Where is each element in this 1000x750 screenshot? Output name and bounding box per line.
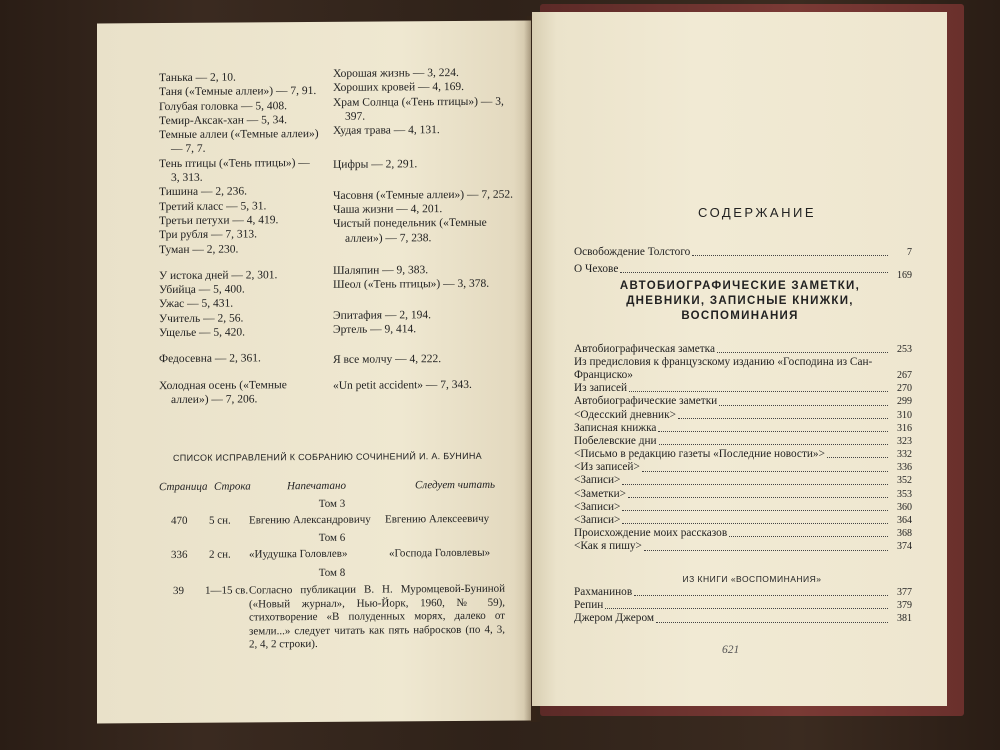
right-page [532,12,947,706]
toc-entry-title: <Записи> [574,474,621,487]
toc-entry-title: О Чехове [574,262,619,275]
toc-entry-title: <Из записей> [574,461,640,474]
toc-dot-leader [642,471,888,472]
toc-entry-page: 360 [897,501,912,513]
toc-entry-page: 310 [897,409,912,421]
index-entry: Хорошая жизнь — 3, 224. [333,66,459,80]
index-entry: Чистый понедельник («Темные аллеи») — 7, 238. [333,217,487,245]
toc-entry [574,599,912,612]
correction-line: 1—15 св. [205,584,249,597]
toc-dot-leader [629,391,888,392]
toc-entry-page: 377 [897,586,912,598]
index-entry: Танька — 2, 10. [159,71,236,85]
volume-label: Том 6 [318,531,346,544]
toc-entry [574,527,912,540]
toc-entry-title: Репин [574,599,604,612]
contents-top-list [574,245,912,281]
corrections-header-line: Строка [214,480,251,493]
toc-entry-page: 336 [897,462,912,474]
toc-entry [574,612,912,625]
section-title: АВТОБИОГРАФИЧЕСКИЕ ЗАМЕТКИ, ДНЕВНИКИ, ЗАПИСНЫЕ КНИЖКИ, ВОСПОМИНАНИЯ [619,280,861,322]
toc-entry [574,586,912,599]
toc-entry-title: Джером Джером [574,612,655,625]
toc-entry [574,514,912,527]
index-entry: Эпитафия — 2, 194. [333,308,431,322]
toc-entry-page: 332 [897,449,912,461]
index-entry: Цифры — 2, 291. [333,158,418,172]
index-entry: Храм Солнца («Тень птицы») — 3, 397. [333,95,504,123]
toc-entry-title: Происхождение моих рассказов [574,527,728,540]
toc-dot-leader [622,523,888,524]
toc-entry-page: 267 [897,369,912,381]
toc-entry [574,475,912,488]
toc-entry-title: Автобиографические заметки [574,395,718,408]
toc-entry-page: 169 [897,269,912,281]
correction-printed: Евгению Александровичу [249,513,371,527]
index-entry: Шеол («Тень птицы») — 3, 378. [333,278,490,292]
index-entry: Худая трава — 4, 131. [333,124,440,138]
toc-entry-page: 368 [897,528,912,540]
index-entry: Ужас — 5, 431. [159,298,234,311]
toc-entry [574,343,912,356]
toc-entry [574,246,912,259]
toc-dot-leader [827,457,888,458]
index-entry: Федосевна — 2, 361. [159,352,261,366]
toc-entry [574,422,912,435]
toc-entry-page: 323 [897,435,912,447]
index-entry: Эртель — 9, 414. [333,323,417,336]
index-entry: Чаша жизни — 4, 201. [333,203,443,216]
correction-page: 39 [173,584,184,597]
toc-entry-title: Рахманинов [574,585,633,598]
volume-label: Том 8 [318,566,346,579]
toc-entry-title: <Заметки> [574,487,627,500]
toc-entry [574,435,912,448]
index-entry: Убийца — 5, 400. [159,283,245,297]
index-entry: Шаляпин — 9, 383. [333,264,429,277]
index-entry: Третьи петухи — 4, 419. [159,214,279,228]
toc-dot-leader [658,431,888,432]
corrections-header-should-read: Следует читать [415,478,496,492]
toc-dot-leader [678,418,888,419]
correction-printed: «Иудушка Головлев» [249,547,348,561]
index-entry: Таня («Темные аллеи») — 7, 91. [159,85,317,99]
index-entry: Холодная осень («Темные аллеи») — 7, 206. [159,378,287,406]
index-entry: Ущелье — 5, 420. [159,326,246,340]
toc-entry-title: <Как я пишу> [574,540,642,553]
index-entry: Часовня («Темные аллеи») — 7, 252. [333,188,513,202]
page-number: 621 [722,644,740,656]
toc-entry [574,448,912,461]
toc-dot-leader [659,444,888,445]
toc-entry [574,488,912,501]
index-entry: Три рубля — 7, 313. [159,228,258,242]
toc-entry-page: 353 [897,488,912,500]
correction-text: Согласно публикации В. Н. Муромцевой-Буниной («Новый журнал», Нью-Йорк, 1960, № 59), стихотворение «В полуденных морях, далеко от земли...» следует читать как пять набросков (по 4, 3, 2, 4, 2 строки). [249,582,505,651]
correction-line: 2 сн. [209,548,231,561]
index-entry: Учитель — 2, 56. [159,312,244,325]
toc-entry-title: <Письмо в редакцию газеты «Последние новости»> [574,448,825,461]
toc-entry-title: <Записи> [574,514,621,527]
toc-entry [574,461,912,474]
index-entry: Третий класс — 5, 31. [159,200,267,213]
correction-should-read: Евгению Алексеевичу [385,512,490,526]
index-entry: Тишина — 2, 236. [159,185,248,199]
correction-should-read: «Господа Головлевы» [389,546,491,560]
index-entry: Темир-Аксак-хан — 5, 34. [159,114,288,127]
toc-dot-leader [628,497,888,498]
contents-title: СОДЕРЖАНИЕ [697,205,816,220]
corrections-header-printed: Напечатано [287,479,346,493]
toc-entry-title: Из записей [574,382,628,395]
toc-entry-title: <Одесский дневник> [574,408,676,421]
subsection-title: ИЗ КНИГИ «ВОСПОМИНАНИЯ» [682,574,822,584]
index-column-1 [159,70,319,407]
toc-dot-leader [644,550,888,551]
corrections-title: СПИСОК ИСПРАВЛЕНИЙ К СОБРАНИЮ СОЧИНЕНИЙ И. А. БУНИНА [173,450,482,463]
toc-dot-leader [605,608,888,609]
index-column-2 [333,66,513,394]
index-entry: Я все молчу — 4, 222. [333,353,442,367]
index-entry: Тень птицы («Тень птицы») — 3, 313. [159,156,310,185]
contents-memoir-list [574,586,912,626]
index-entry: Туман — 2, 230. [159,243,239,256]
toc-dot-leader [729,536,888,537]
volume-label: Том 3 [318,497,346,510]
toc-dot-leader [656,622,888,623]
toc-entry [574,259,912,281]
left-page [97,20,531,723]
toc-entry-title: <Записи> [574,500,621,513]
toc-entry-page: 381 [897,613,912,625]
toc-entry-page: 364 [897,515,912,527]
index-entry: У истока дней — 2, 301. [159,269,278,282]
toc-entry-page: 7 [907,246,912,258]
toc-entry-title: Побелевские дни [574,434,657,447]
toc-dot-leader [622,484,888,485]
toc-entry-page: 270 [897,383,912,395]
toc-entry-title: Автобиографическая заметка [574,342,716,355]
index-entry: «Un petit accident» — 7, 343. [333,379,472,393]
toc-entry-page: 352 [897,475,912,487]
toc-dot-leader [634,595,888,596]
toc-dot-leader [717,352,888,353]
toc-entry [574,501,912,514]
toc-dot-leader [622,510,888,511]
corrections-header-page: Страница [159,480,208,494]
index-entry: Голубая головка — 5, 408. [159,99,288,113]
correction-page: 470 [171,514,188,527]
toc-entry-page: 253 [897,343,912,355]
toc-entry-page: 316 [897,422,912,434]
toc-entry-title: Из предисловия к французскому изданию «Господина из Сан-Франциско» [574,356,873,382]
toc-entry [574,382,912,395]
toc-entry-page: 374 [897,541,912,553]
toc-entry [574,540,912,553]
toc-entry [574,356,912,382]
toc-entry [574,409,912,422]
contents-section-list [574,343,912,554]
toc-entry-title: Освобождение Толстого [574,245,691,258]
toc-entry-page: 379 [897,600,912,612]
correction-line: 5 сн. [209,514,231,527]
index-entry: Темные аллеи («Темные аллеи») — 7, 7. [159,128,319,156]
toc-entry-page: 299 [897,396,912,408]
toc-entry-title: Записная книжка [574,421,657,434]
correction-page: 336 [171,548,188,561]
toc-entry [574,395,912,408]
toc-dot-leader [719,405,888,406]
toc-dot-leader [692,255,888,256]
toc-dot-leader [620,272,888,273]
index-entry: Хороших кровей — 4, 169. [333,81,465,95]
